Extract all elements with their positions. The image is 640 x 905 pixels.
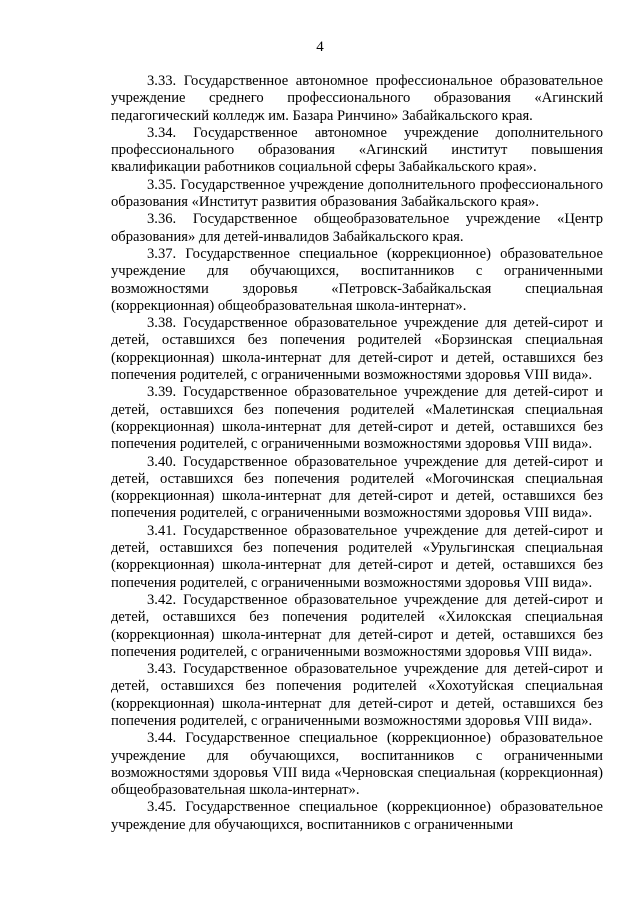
clause-3-33: 3.33. Государственное автономное профессиональное образовательное учреждение среднего профессионального образования «Агинский педагогический колледж им. Базара Ринчино» Забайкальского края. (111, 73, 603, 124)
document-body (111, 73, 603, 834)
clause-3-41: 3.41. Государственное образовательное учреждение для детей-сирот и детей, оставшихся без попечения родителей «Урульгинская специальная (коррекционная) школа-интернат для детей-сирот и детей, оставшихся без попечения родителей, с ограниченными возможностями здоровья VIII вида». (111, 522, 603, 591)
clause-3-34: 3.34. Государственное автономное учреждение дополнительного профессионального образования «Агинский институт повышения квалификации работников социальной сферы Забайкальского края». (111, 124, 603, 176)
clause-3-35: 3.35. Государственное учреждение дополнительного профессионального образования «Институт развития образования Забайкальского края». (111, 176, 603, 211)
clause-3-39: 3.39. Государственное образовательное учреждение для детей-сирот и детей, оставшихся без попечения родителей «Малетинская специальная (коррекционная) школа-интернат для детей-сирот и детей, оставшихся без попечения родителей, с ограниченными возможностями здоровья VIII вида». (111, 384, 603, 453)
clause-3-40: 3.40. Государственное образовательное учреждение для детей-сирот и детей, оставшихся без попечения родителей «Могочинская специальная (коррекционная) школа-интернат для детей-сирот и детей, оставшихся без попечения родителей, с ограниченными возможностями здоровья VIII вида». (111, 453, 603, 522)
clause-3-45: 3.45. Государственное специальное (коррекционное) образовательное учреждение для обучающихся, воспитанников с ограниченными (111, 799, 603, 833)
clause-3-43: 3.43. Государственное образовательное учреждение для детей-сирот и детей, оставшихся без попечения родителей «Хохотуйская специальная (коррекционная) школа-интернат для детей-сирот и детей, оставшихся без попечения родителей, с ограниченными возможностями здоровья VIII вида». (111, 661, 603, 729)
clause-3-44: 3.44. Государственное специальное (коррекционное) образовательное учреждение для обучающихся, воспитанников с ограниченными возможностями здоровья VIII вида «Черновская специальная (коррекционная) общеобразовательная школа-интернат». (111, 730, 603, 799)
clause-3-38: 3.38. Государственное образовательное учреждение для детей-сирот и детей, оставшихся без попечения родителей «Борзинская специальная (коррекционная) школа-интернат для детей-сирот и детей, оставшихся без попечения родителей, с ограниченными возможностями здоровья VIII вида». (111, 315, 603, 384)
clause-3-36: 3.36. Государственное общеобразовательное учреждение «Центр образования» для детей-инвалидов Забайкальского края. (111, 211, 603, 245)
page-number: 4 (316, 39, 324, 55)
clause-3-42: 3.42. Государственное образовательное учреждение для детей-сирот и детей, оставшихся без попечения родителей «Хилокская специальная (коррекционная) школа-интернат для детей-сирот и детей, оставшихся без попечения родителей, с ограниченными возможностями здоровья VIII вида». (111, 591, 603, 660)
clause-3-37: 3.37. Государственное специальное (коррекционное) образовательное учреждение для обучающихся, воспитанников с ограниченными возможностями здоровья «Петровск-Забайкальская специальная (коррекционная) общеобразовательная школа-интернат». (111, 245, 603, 314)
